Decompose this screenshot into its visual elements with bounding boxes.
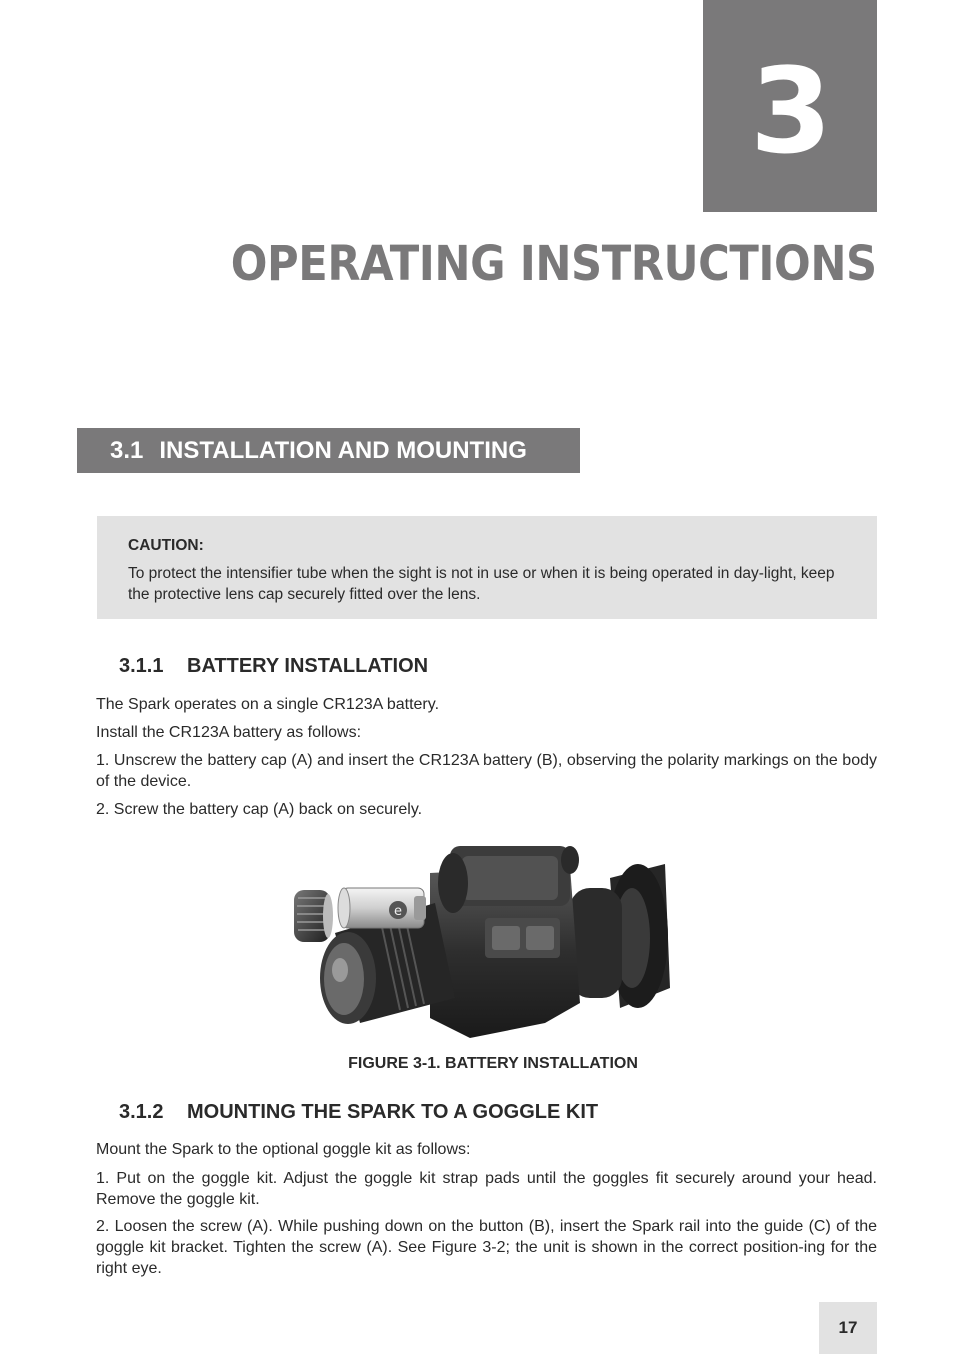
button-right	[526, 926, 554, 950]
paragraph: 1. Unscrew the battery cap (A) and insert the CR123A battery (B), observing the polarity markings on the body of the device.	[96, 752, 877, 790]
paragraph: Mount the Spark to the optional goggle kit as follows:	[96, 1141, 471, 1158]
section-number: 3.1	[110, 436, 144, 464]
caution-text: To protect the intensifier tube when the sight is not in use or when it is being operated in day-light, keep the protective lens cap securely fitted over the lens.	[128, 565, 835, 603]
paragraph: 2. Loosen the screw (A). While pushing down on the button (B), insert the Spark rail into the guide (C) of the goggle kit bracket. Tighten the screw (A). See Figure 3-2; the unit is shown in the correct position-ing for the right eye.	[96, 1218, 877, 1277]
subsection-number: 3.1.2	[119, 1101, 164, 1123]
section-title: INSTALLATION AND MOUNTING	[159, 436, 527, 464]
chapter-title: OPERATING INSTRUCTIONS	[231, 236, 877, 292]
subsection-heading-goggle	[119, 1101, 598, 1124]
figure-caption: FIGURE 3-1. BATTERY INSTALLATION	[348, 1055, 638, 1072]
subsection-number: 3.1.1	[119, 655, 164, 677]
paragraph: 1. Put on the goggle kit. Adjust the goggle kit strap pads until the goggles fit securely around your head. Remove the goggle kit.	[96, 1170, 877, 1208]
side-knob	[438, 853, 468, 913]
subsection-heading-battery	[119, 655, 428, 678]
paragraph: The Spark operates on a single CR123A battery.	[96, 696, 440, 713]
battery-installation-figure	[280, 838, 676, 1046]
subsection-title: MOUNTING THE SPARK TO A GOGGLE KIT	[187, 1101, 599, 1123]
button-left	[492, 926, 520, 950]
battery	[338, 888, 426, 928]
chapter-number: 3	[749, 42, 831, 180]
section-heading	[77, 428, 580, 473]
paragraph: 2. Screw the battery cap (A) back on securely.	[96, 801, 423, 818]
page-number: 17	[819, 1302, 877, 1354]
subsection-title: BATTERY INSTALLATION	[187, 655, 429, 677]
battery-mark: e	[394, 904, 402, 919]
chapter-number-box	[703, 0, 877, 212]
caution-title: CAUTION:	[128, 537, 204, 554]
battery-cap	[294, 890, 333, 942]
caution-box	[97, 516, 877, 619]
paragraph: Install the CR123A battery as follows:	[96, 724, 362, 741]
